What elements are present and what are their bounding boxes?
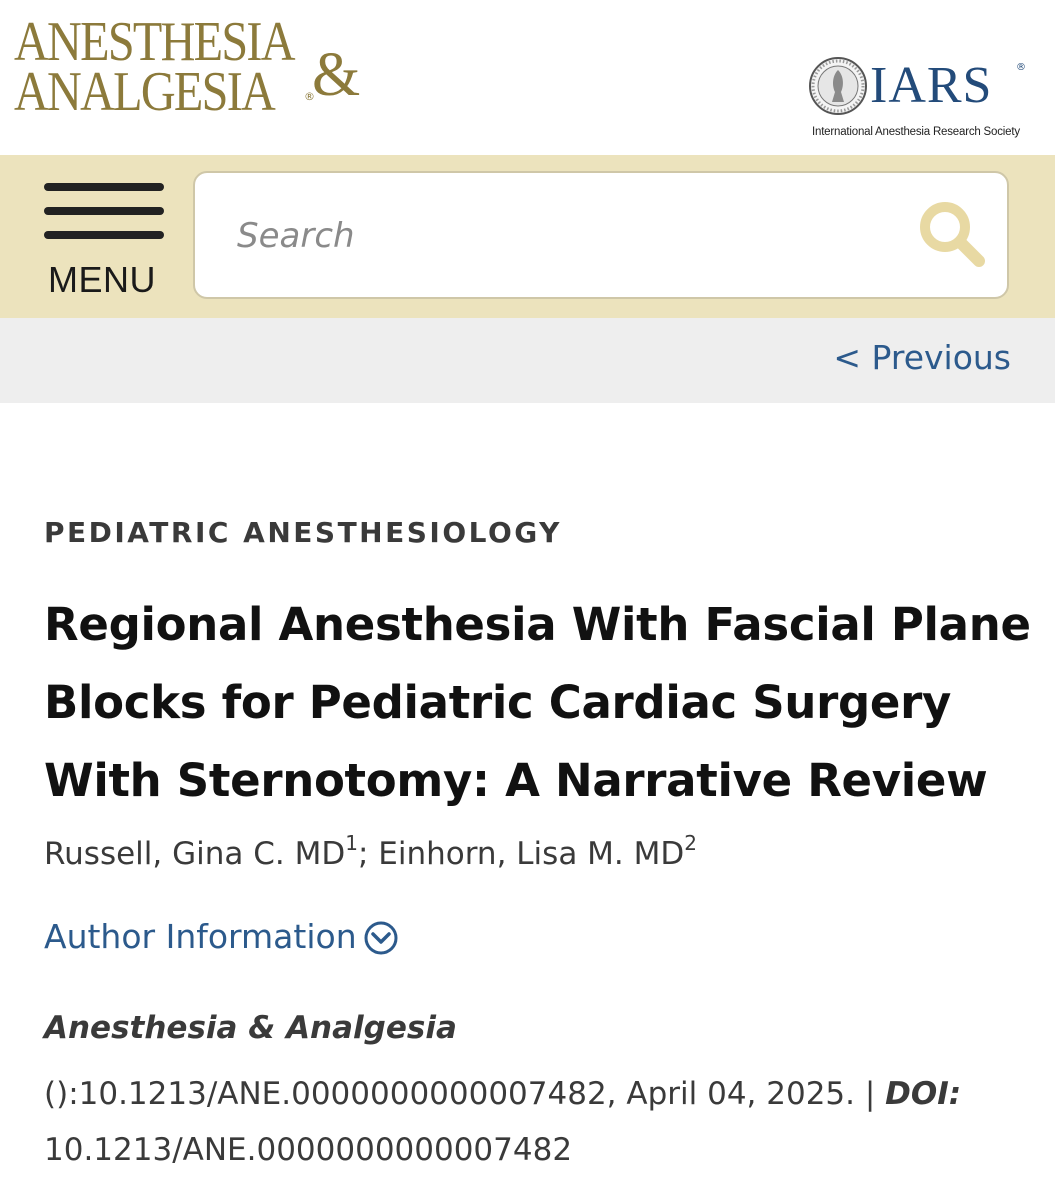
logo-line-1: ANESTHESIA [14,11,294,73]
author-list [44,831,697,872]
previous-link[interactable]: < Previous [833,338,1011,377]
author-affiliation: 2 [684,831,697,855]
author-affiliation: 1 [345,831,358,855]
search-band [0,155,1055,318]
pagination-bar [0,318,1055,403]
author-name[interactable]: Einhorn, Lisa M. MD [378,836,685,872]
iars-seal-icon [808,56,868,116]
search-input[interactable] [235,207,879,265]
author-name[interactable]: Russell, Gina C. MD [44,836,346,872]
hamburger-bar [44,231,164,239]
doi-label: DOI: [885,1076,962,1112]
iars-logo[interactable] [808,56,1026,146]
menu-label: MENU [48,259,156,300]
iars-acronym: IARS [870,57,993,114]
site-header [0,0,1055,155]
hamburger-icon [44,183,164,191]
article-title: Regional Anesthesia With Fascial Plane Blocks for Pediatric Cardiac Surgery With Sternotomy: A Narrative Review [44,598,1031,807]
doi-value: 10.1213/ANE.0000000000007482 [44,1132,573,1168]
hamburger-bar [44,207,164,215]
menu-button[interactable] [40,183,168,298]
journal-name: Anesthesia & Analgesia [44,1010,457,1046]
iars-registered: ® [1016,62,1026,73]
article-section: PEDIATRIC ANESTHESIOLOGY [44,516,562,549]
search-icon[interactable] [915,197,987,269]
author-information-label: Author Information [44,916,357,956]
logo-line-2: ANALGESIA [14,61,275,123]
chevron-down-icon [363,920,399,956]
logo-registered: ® [304,90,315,103]
author-separator: ; [357,836,379,872]
author-information-toggle[interactable] [44,916,399,956]
journal-logo[interactable] [14,11,374,124]
citation-text: ():10.1213/ANE.0000000000007482, April 04, 2025. | [44,1076,886,1112]
search-box [193,171,1009,299]
logo-ampersand: & [312,41,361,109]
citation [44,1066,1034,1178]
iars-full-name: International Anesthesia Research Society [812,126,1020,138]
